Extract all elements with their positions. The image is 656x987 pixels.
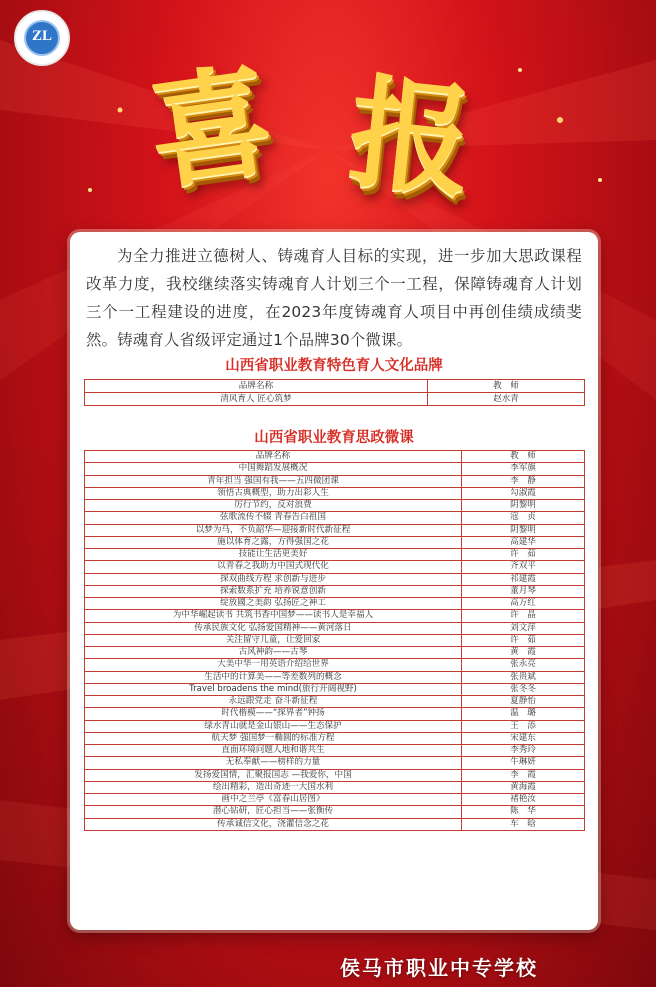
content-card bbox=[70, 232, 598, 930]
row-name: 传承民族文化 弘扬爱国精神——黄河落日 bbox=[85, 622, 462, 634]
row-teacher: 褚艳汝 bbox=[462, 794, 585, 806]
row-teacher: 阴黎明 bbox=[462, 500, 585, 512]
brand-table-body bbox=[85, 393, 585, 406]
table-row bbox=[85, 585, 585, 597]
row-teacher: 黄 霞 bbox=[462, 647, 585, 659]
table-row bbox=[85, 573, 585, 585]
school-name: 侯马市职业中专学校 bbox=[340, 956, 538, 980]
table-row bbox=[85, 487, 585, 499]
brand-col-teacher: 教 师 bbox=[428, 380, 585, 393]
row-teacher: 张永亮 bbox=[462, 659, 585, 671]
table-row bbox=[85, 549, 585, 561]
row-name: 航天梦 强国梦一椭圆的标准方程 bbox=[85, 732, 462, 744]
table-row bbox=[85, 769, 585, 781]
logo-mark: ZL bbox=[31, 28, 52, 44]
row-teacher: 李军旗 bbox=[462, 463, 585, 475]
row-name: 探索数系扩充 培养锐意创新 bbox=[85, 585, 462, 597]
row-name: 时代楷模——“探界者”钟扬 bbox=[85, 708, 462, 720]
row-teacher: 高万红 bbox=[462, 598, 585, 610]
headline-char-bao: 报 bbox=[342, 59, 480, 215]
course-table-body bbox=[85, 463, 585, 831]
row-name: 弦歌流传不辍 青春告白祖国 bbox=[85, 512, 462, 524]
table-row bbox=[85, 393, 585, 406]
row-teacher: 许 茹 bbox=[462, 549, 585, 561]
table-row bbox=[85, 745, 585, 757]
row-name: 古风神韵——古琴 bbox=[85, 647, 462, 659]
row-name: 以梦为马，不负韶华—迎接新时代新征程 bbox=[85, 524, 462, 536]
row-teacher: 许 茹 bbox=[462, 634, 585, 646]
row-name: 无私奉献——榜样的力量 bbox=[85, 757, 462, 769]
row-name: 厉行节约，反对浪费 bbox=[85, 500, 462, 512]
row-name: 为中华崛起读书 共筑书香中国梦——读书人是幸福人 bbox=[85, 610, 462, 622]
row-name: 永远跟党走 奋斗新征程 bbox=[85, 696, 462, 708]
row-name: 关注留守儿童，让爱回家 bbox=[85, 634, 462, 646]
row-name: 潜心钻研，匠心担当——张衡传 bbox=[85, 806, 462, 818]
table-row bbox=[85, 536, 585, 548]
row-teacher: 刘文萍 bbox=[462, 622, 585, 634]
table-row bbox=[85, 463, 585, 475]
row-teacher: 夏静怡 bbox=[462, 696, 585, 708]
row-teacher: 牛琳妍 bbox=[462, 757, 585, 769]
row-teacher: 李 静 bbox=[462, 475, 585, 487]
table-row bbox=[85, 475, 585, 487]
row-name: 绽放國之美韵 弘扬匠之神工 bbox=[85, 598, 462, 610]
table-row bbox=[85, 512, 585, 524]
row-name: 青年担当 强国有我——五四微团课 bbox=[85, 475, 462, 487]
table-row bbox=[85, 524, 585, 536]
table-row bbox=[85, 757, 585, 769]
row-teacher: 黄海霞 bbox=[462, 781, 585, 793]
table-row bbox=[85, 720, 585, 732]
row-teacher: 许 晶 bbox=[462, 610, 585, 622]
brand-col-name: 品牌名称 bbox=[85, 380, 428, 393]
school-logo bbox=[14, 10, 70, 66]
row-teacher: 张贵斌 bbox=[462, 671, 585, 683]
intro-paragraph: 为全力推进立德树人、铸魂育人目标的实现，进一步加大思政课程改革力度，我校继续落实铸魂育人计划三个一工程，保障铸魂育人计划三个一工程建设的进度，在2023年度铸魂育人项目中再创佳绩成绩斐然。铸魂育人省级评定通过1个品牌30个微课。 bbox=[86, 247, 582, 349]
brand-table-header bbox=[85, 380, 585, 393]
table-row bbox=[85, 634, 585, 646]
course-section-title: 山西省职业教育思政微课 bbox=[254, 430, 414, 446]
table-row bbox=[85, 818, 585, 830]
row-name: 领悟古典概型，助力出彩人生 bbox=[85, 487, 462, 499]
row-teacher: 李秀玲 bbox=[462, 745, 585, 757]
table-row bbox=[85, 683, 585, 695]
row-teacher: 高建华 bbox=[462, 536, 585, 548]
brand-table bbox=[84, 379, 585, 406]
brand-section-title: 山西省职业教育特色育人文化品牌 bbox=[225, 358, 443, 374]
row-teacher: 阴黎明 bbox=[462, 524, 585, 536]
table-row bbox=[85, 794, 585, 806]
table-row bbox=[85, 610, 585, 622]
course-table bbox=[84, 450, 585, 831]
row-name: 清风育人 匠心筑梦 bbox=[85, 393, 428, 406]
row-teacher: 齐双平 bbox=[462, 561, 585, 573]
row-teacher: 董月琴 bbox=[462, 585, 585, 597]
table-row bbox=[85, 671, 585, 683]
row-name: 绘出精彩，造出奇迹一大国水利 bbox=[85, 781, 462, 793]
row-name: Travel broadens the mind(旅行开阔视野) bbox=[85, 683, 462, 695]
row-teacher: 李 霞 bbox=[462, 769, 585, 781]
row-teacher: 王 添 bbox=[462, 720, 585, 732]
headline-char-xi: 喜 bbox=[140, 47, 282, 207]
headline-xibao bbox=[140, 47, 550, 227]
table-row bbox=[85, 781, 585, 793]
table-row bbox=[85, 659, 585, 671]
row-name: 发扬爱国情，汇聚报国志 —我爱你，中国 bbox=[85, 769, 462, 781]
course-table-header bbox=[85, 451, 585, 463]
row-teacher: 赵水青 bbox=[428, 393, 585, 406]
table-row bbox=[85, 708, 585, 720]
row-name: 传承诚信文化，浇灌信念之花 bbox=[85, 818, 462, 830]
row-name: 生活中的计算美——等差数列的概念 bbox=[85, 671, 462, 683]
row-teacher: 陈 华 bbox=[462, 806, 585, 818]
table-row bbox=[85, 806, 585, 818]
course-col-name: 品牌名称 bbox=[85, 451, 462, 463]
table-row bbox=[85, 732, 585, 744]
table-row bbox=[85, 598, 585, 610]
row-teacher: 勾淑霞 bbox=[462, 487, 585, 499]
row-teacher: 祁建霞 bbox=[462, 573, 585, 585]
row-name: 探双曲线方程 求创新与进步 bbox=[85, 573, 462, 585]
row-name: 施以体育之露，方得强国之花 bbox=[85, 536, 462, 548]
row-teacher: 寇 贞 bbox=[462, 512, 585, 524]
row-teacher: 宋建东 bbox=[462, 732, 585, 744]
row-teacher: 温 璐 bbox=[462, 708, 585, 720]
row-name: 以青春之我助力中国式现代化 bbox=[85, 561, 462, 573]
row-name: 画中之兰亭《富春山居图》 bbox=[85, 794, 462, 806]
row-name: 绿水青山就是金山银山——生态保护 bbox=[85, 720, 462, 732]
table-row bbox=[85, 500, 585, 512]
table-row bbox=[85, 622, 585, 634]
row-name: 技能让生活更美好 bbox=[85, 549, 462, 561]
table-row bbox=[85, 696, 585, 708]
table-row bbox=[85, 561, 585, 573]
row-name: 中国舞蹈发展概况 bbox=[85, 463, 462, 475]
row-name: 大美中华一用英语介绍给世界 bbox=[85, 659, 462, 671]
row-teacher: 张冬冬 bbox=[462, 683, 585, 695]
table-row bbox=[85, 647, 585, 659]
row-teacher: 车 晗 bbox=[462, 818, 585, 830]
row-name: 直面环境问题人地和谐共生 bbox=[85, 745, 462, 757]
course-col-teacher: 教 师 bbox=[462, 451, 585, 463]
school-emblem-icon bbox=[24, 20, 60, 56]
